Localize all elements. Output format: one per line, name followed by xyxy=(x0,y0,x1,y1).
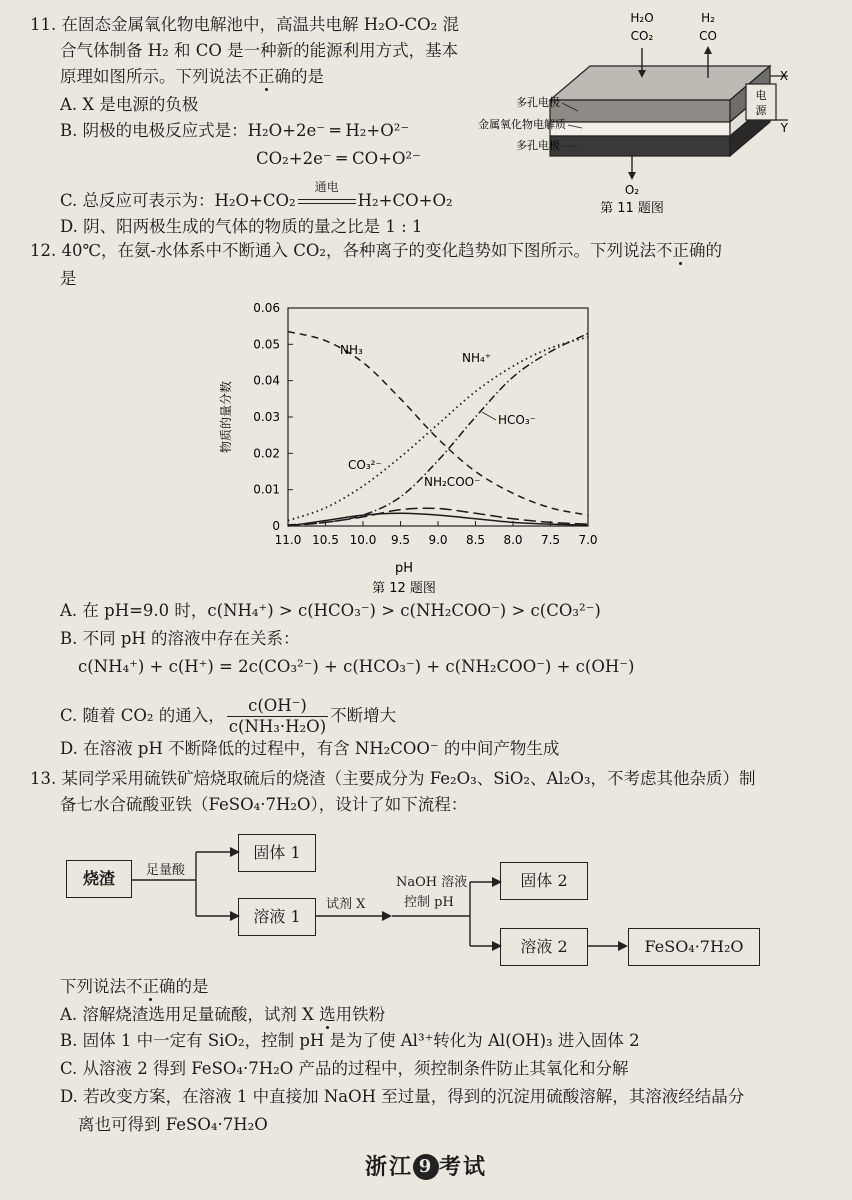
y-tick-label: 0.01 xyxy=(253,482,280,497)
label-x: X xyxy=(779,69,788,83)
x-tick-label: 9.5 xyxy=(390,533,411,547)
y-tick-label: 0.03 xyxy=(253,410,280,424)
x-tick-label: 7.0 xyxy=(578,533,598,547)
q11-emphasis: 不正确 xyxy=(241,67,291,86)
q12-option-b-line1: B. 不同 pH 的溶液中存在关系： xyxy=(60,629,300,648)
label-electrode-top: 多孔电极 xyxy=(516,96,560,109)
series-label-nh2coo: NH₂COO⁻ xyxy=(424,475,481,489)
flow-box-solid1: 固体 1 xyxy=(238,834,316,872)
q11-option-a: A. X 是电源的负极 xyxy=(60,95,199,114)
flow-box-product: FeSO₄·7H₂O xyxy=(628,928,760,966)
flow-label-acid: 足量酸 xyxy=(146,863,186,878)
electrolyte-layer xyxy=(550,122,730,136)
page-number-badge: 9 xyxy=(413,1154,439,1180)
q13-ask: 下列说法不正确的是 xyxy=(60,977,209,996)
q12-fraction: $\frac{c(OH^-)}{\text{c(NH₃·H₂O)}}$ xyxy=(228,696,327,736)
label-co2: CO₂ xyxy=(630,29,654,43)
plot-frame xyxy=(288,308,588,526)
x-tick-label: 10.5 xyxy=(312,533,339,547)
y-tick-label: 0.05 xyxy=(253,337,280,352)
chart-series xyxy=(288,332,588,526)
q13-option-a: A. 溶解烧渣选用足量硫酸，试剂 X 选用铁粉 xyxy=(60,1005,386,1024)
q11-arrow-condition: 通电 xyxy=(298,190,356,212)
q12-option-b-line2: c(NH₄⁺) + c(H⁺) = 2c(CO₃²⁻) + c(HCO₃⁻) + c(NH₂COO⁻) + c(OH⁻) xyxy=(78,657,635,676)
y-axis-label: 物质的量分数 xyxy=(219,380,233,454)
label-electrode-bottom: 多孔电极 xyxy=(516,139,560,152)
q12-stem-line1: 12. 40℃，在氨-水体系中不断通入 CO₂，各种离子的变化趋势如下图所示。下列说法不正确的 xyxy=(30,241,723,260)
q13-option-b: B. 固体 1 中一定有 SiO₂，控制 pH 是为了使 Al³⁺转化为 Al(OH)₃ 进入固体 2 xyxy=(60,1031,640,1050)
q13-option-c: C. 从溶液 2 得到 FeSO₄·7H₂O 产品的过程中，须控制条件防止其氧化和分解 xyxy=(60,1059,629,1078)
series-line-1 xyxy=(288,337,588,520)
q12-emphasis: 不正确 xyxy=(656,241,706,260)
flow-box-slag: 烧渣 xyxy=(66,860,132,898)
q11-stem-line3: 原理如图所示。下列说法不正确的是 xyxy=(60,67,324,86)
q11-stem-line1: 11. 在固态金属氧化物电解池中，高温共电解 H₂O-CO₂ 混 xyxy=(30,15,459,34)
y-tick-label: 0.04 xyxy=(253,373,280,388)
q12-option-c: C. 随着 CO₂ 的通入， $\frac{c(OH^-)}{\text{c(NH₃·H₂O)}}$ 不断增大 xyxy=(60,696,397,736)
series-label-nh3: NH₃ xyxy=(340,343,363,357)
y-tick-label: 0.02 xyxy=(253,446,280,461)
x-tick-label: 8.5 xyxy=(465,533,486,547)
x-tick-label: 11.0 xyxy=(274,533,302,547)
label-co: CO xyxy=(699,29,717,43)
x-axis-ticks xyxy=(275,521,598,547)
q12-option-d: D. 在溶液 pH 不断降低的过程中，有含 NH₂COO⁻ 的中间产物生成 xyxy=(60,739,560,758)
q12-figure-caption: 第 12 题图 xyxy=(372,581,436,596)
q11-option-c: C. 总反应可表示为：H₂O+CO₂ 通电 H₂+CO+O₂ xyxy=(60,180,453,210)
q12-stem-line2: 是 xyxy=(60,269,77,288)
x-tick-label: 10.0 xyxy=(349,533,377,547)
flow-box-solution1: 溶液 1 xyxy=(238,898,316,936)
svg-text:电: 电 xyxy=(755,89,767,102)
q11-figure-caption: 第 11 题图 xyxy=(600,201,664,216)
series-label-hco3: HCO₃⁻ xyxy=(498,413,536,427)
q13-stem-line2: 备七水合硫酸亚铁（FeSO₄·7H₂O），设计了如下流程： xyxy=(60,795,468,814)
q12-chart xyxy=(180,296,620,596)
q13-emphasis: 不正确 xyxy=(126,977,176,996)
series-label-nh4: NH₄⁺ xyxy=(462,351,492,365)
label-o2: O₂ xyxy=(624,183,640,197)
flow-label-reagent: 试剂 X xyxy=(326,897,366,912)
q13-option-d-line2: 离也可得到 FeSO₄·7H₂O xyxy=(78,1115,268,1134)
x-tick-label: 8.0 xyxy=(503,533,523,547)
label-h2: H₂ xyxy=(701,11,715,25)
q11-stem-line2: 合气体制备 H₂ 和 CO 是一种新的能源利用方式，基本 xyxy=(60,41,459,60)
x-tick-label: 7.5 xyxy=(540,533,561,547)
y-tick-label: 0 xyxy=(272,519,280,533)
q13-option-d-line1: D. 若改变方案，在溶液 1 中直接加 NaOH 至过量，得到的沉淀用硫酸溶解，其溶液经结晶分 xyxy=(60,1087,745,1106)
y-tick-label: 0.06 xyxy=(253,301,280,315)
q13-stem-line1: 13. 某同学采用硫铁矿焙烧取硫后的烧渣（主要成分为 Fe₂O₃、SiO₂、Al₂O₃，不考虑其他杂质）制 xyxy=(30,769,756,788)
x-tick-label: 9.0 xyxy=(428,533,448,547)
y-axis-ticks xyxy=(253,301,293,533)
flow-label-naoh: NaOH 溶液 xyxy=(396,875,468,890)
q11-option-b-line1: B. 阴极的电极反应式是：H₂O+2e⁻ ═ H₂+O²⁻ xyxy=(60,121,410,140)
page-footer: 浙江 9 考试 xyxy=(364,1154,488,1180)
label-y: Y xyxy=(780,121,788,135)
q11-option-d: D. 阴、阳两极生成的气体的物质的量之比是 1 : 1 xyxy=(60,217,423,236)
svg-text:源: 源 xyxy=(755,104,767,117)
label-electrolyte: 金属氧化物电解质 xyxy=(478,118,566,131)
x-axis-label: pH xyxy=(394,561,414,576)
q11-option-b-line2: CO₂+2e⁻ ═ CO+O²⁻ xyxy=(256,149,421,168)
flow-box-solution2: 溶液 2 xyxy=(500,928,588,966)
flow-box-solid2: 固体 2 xyxy=(500,862,588,900)
series-line-2 xyxy=(288,333,588,524)
label-h2o: H₂O xyxy=(630,11,654,25)
q12-option-a: A. 在 pH=9.0 时，c(NH₄⁺) > c(HCO₃⁻) > c(NH₂COO⁻) > c(CO₃²⁻) xyxy=(60,601,601,620)
flow-label-ph: 控制 pH xyxy=(404,895,454,910)
series-label-co3: CO₃²⁻ xyxy=(348,458,382,472)
q11-electrolysis-figure xyxy=(470,8,800,218)
electrode-top xyxy=(550,100,730,122)
